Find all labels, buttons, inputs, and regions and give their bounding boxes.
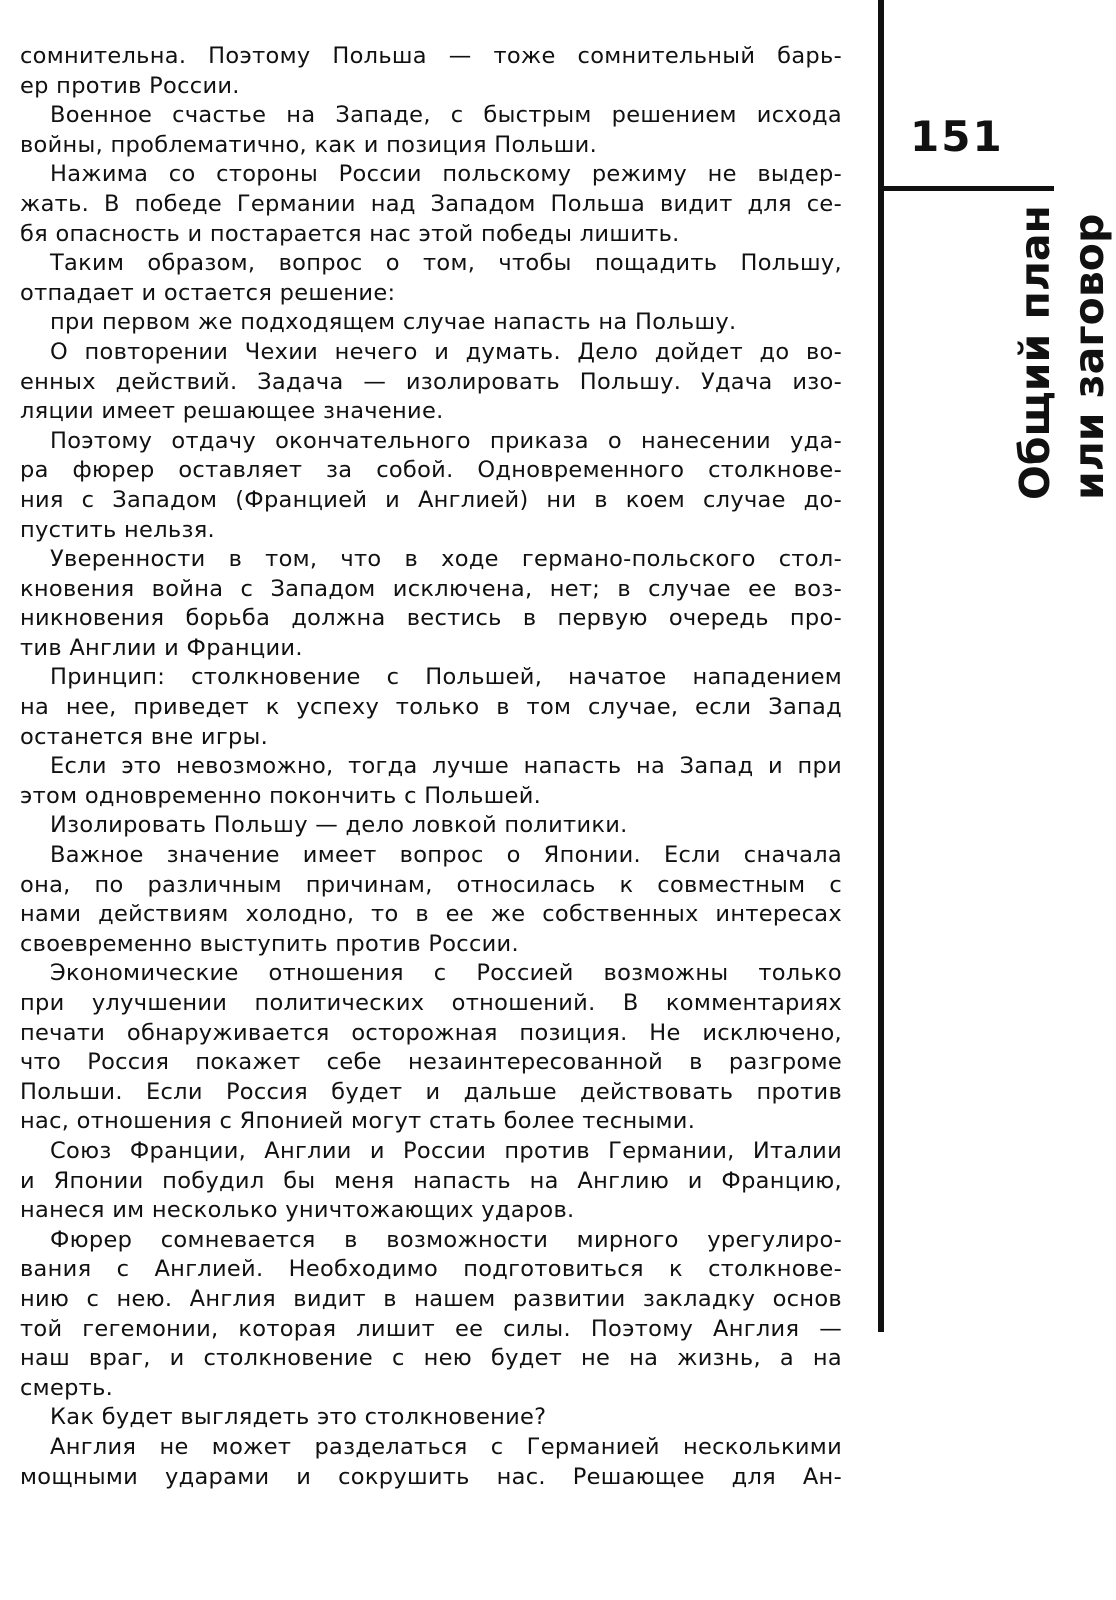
text-line: Военное счастье на Западе, с быстрым решением исхода	[50, 102, 842, 129]
text-line: жать. В победе Германии над Западом Польша видит для се-	[20, 190, 842, 217]
text-line: на нее, приведет к успеху только в том случае, если Запад	[20, 694, 842, 721]
text-line: Союз Франции, Англии и России против Германии, Италии	[50, 1137, 842, 1164]
vertical-divider	[878, 0, 884, 1332]
text-line: О повторении Чехии нечего и думать. Дело дойдет до во-	[50, 338, 842, 365]
text-line: ляции имеет решающее значение.	[20, 398, 444, 425]
text-line: вания с Англией. Необходимо подготовиться к столкнове-	[20, 1256, 842, 1283]
text-line: нас, отношения с Японией могут стать более тесными.	[20, 1108, 696, 1135]
text-line: Изолировать Польшу — дело ловкой политики.	[50, 812, 628, 839]
text-line: Фюрер сомневается в возможности мирного урегулиро-	[50, 1226, 842, 1253]
text-line: енных действий. Задача — изолировать Польшу. Удача изо-	[20, 368, 842, 395]
text-line: кновения война с Западом исключена, нет; в случае ее воз-	[20, 575, 842, 602]
text-line: Если это невозможно, тогда лучше напасть на Запад и при	[50, 753, 842, 780]
text-line: пустить нельзя.	[20, 516, 215, 543]
header-divider	[884, 186, 1054, 191]
running-head-line1: Общий план	[1011, 205, 1059, 500]
text-line: при улучшении политических отношений. В комментариях	[20, 990, 842, 1016]
text-line: никновения борьба должна вестись в первую очередь про-	[20, 605, 842, 632]
text-line: мощными ударами и сокрушить нас. Решающее для Ан-	[20, 1463, 842, 1490]
text-line: отпадает и остается решение:	[20, 279, 396, 306]
text-line: Уверенности в том, что в ходе германо-польского стол-	[50, 546, 842, 573]
text-line: Как будет выглядеть это столкновение?	[50, 1404, 547, 1431]
text-line: Польши. Если Россия будет и дальше действовать против	[20, 1078, 842, 1105]
text-line: Нажима со стороны России польскому режиму не выдер-	[50, 161, 842, 188]
text-line: наш враг, и столкновение с нею будет не на жизнь, а на	[20, 1345, 842, 1372]
text-line: Важное значение имеет вопрос о Японии. Если сначала	[50, 842, 842, 869]
text-line: она, по различным причинам, относилась к совместным с	[20, 871, 842, 898]
page-number: 151	[910, 112, 1004, 161]
text-line: Принцип: столкновение с Польшей, начатое нападением	[50, 664, 842, 691]
text-line: что Россия покажет себе незаинтересованной в разгроме	[20, 1049, 842, 1076]
text-line: Таким образом, вопрос о том, чтобы пощадить Польшу,	[50, 250, 842, 277]
text-line: той гегемонии, которая лишит ее силы. Поэтому Англия —	[20, 1315, 842, 1342]
text-line: останется вне игры.	[20, 723, 269, 750]
text-line: нию с нею. Англия видит в нашем развитии закладку основ	[20, 1285, 842, 1312]
text-line: нами действиям холодно, то в ее же собственных интересах	[20, 901, 842, 928]
text-line: своевременно выступить против России.	[20, 930, 519, 957]
running-head	[1008, 205, 1116, 500]
text-line: тив Англии и Франции.	[20, 634, 303, 661]
text-line: этом одновременно покончить с Польшей.	[20, 782, 542, 809]
text-line: нанеся им несколько уничтожающих ударов.	[20, 1197, 575, 1224]
text-line: ния с Западом (Францией и Англией) ни в коем случае до-	[20, 486, 842, 513]
text-line: сомнительна. Поэтому Польша — тоже сомнительный барь-	[20, 43, 842, 69]
text-line: ра фюрер оставляет за собой. Одновременного столкнове-	[20, 457, 842, 484]
running-head-line2: или заговор	[1065, 213, 1113, 500]
text-line: смерть.	[20, 1374, 114, 1401]
text-line: ер против России.	[20, 72, 240, 99]
text-line: Экономические отношения с Россией возможны только	[50, 960, 842, 987]
text-line: бя опасность и постарается нас этой победы лишить.	[20, 220, 680, 247]
text-line: Англия не может разделаться с Германией несколькими	[50, 1433, 842, 1460]
text-line: войны, проблематично, как и позиция Польши.	[20, 131, 598, 158]
text-line: при первом же подходящем случае напасть на Польшу.	[50, 309, 737, 336]
body-text	[20, 42, 842, 1492]
text-line: печати обнаруживается осторожная позиция. Не исключено,	[20, 1019, 842, 1046]
text-line: Поэтому отдачу окончательного приказа о нанесении уда-	[50, 427, 842, 454]
text-line: и Японии побудил бы меня напасть на Англию и Францию,	[20, 1167, 842, 1194]
